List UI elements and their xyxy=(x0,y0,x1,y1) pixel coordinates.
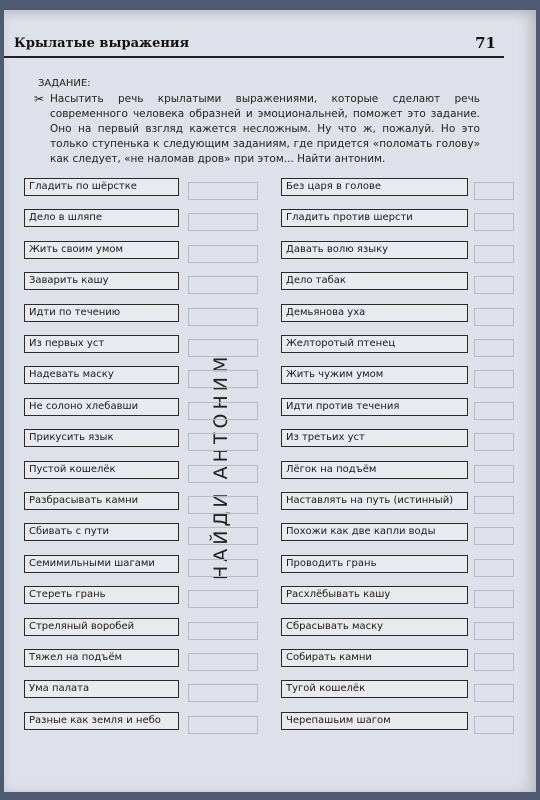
right-phrase-box: Тугой кошелёк xyxy=(281,680,468,698)
right-phrase-box: Давать волю языку xyxy=(281,241,468,259)
show-through-box xyxy=(188,465,258,483)
left-phrase-box: Прикусить язык xyxy=(24,429,179,447)
right-phrase-box: Дело табак xyxy=(281,272,468,290)
right-phrase-box: Черепашьим шагом xyxy=(281,712,468,730)
right-phrase-box: Наставлять на путь (истинный) xyxy=(281,492,468,510)
show-through-box xyxy=(474,559,514,577)
show-through-box xyxy=(474,496,514,514)
right-phrase-box: Жить чужим умом xyxy=(281,366,468,384)
show-through-box xyxy=(474,684,514,702)
show-through-box xyxy=(474,653,514,671)
book-page xyxy=(4,10,536,792)
show-through-box xyxy=(188,433,258,451)
show-through-box xyxy=(188,213,258,231)
show-through-box xyxy=(188,496,258,514)
show-through-box xyxy=(474,433,514,451)
right-phrase-box: Гладить против шерсти xyxy=(281,209,468,227)
show-through-box xyxy=(474,716,514,734)
show-through-box xyxy=(188,716,258,734)
left-phrase-box: Дело в шляпе xyxy=(24,209,179,227)
show-through-box xyxy=(188,370,258,388)
show-through-box xyxy=(188,590,258,608)
right-phrase-box: Лёгок на подъём xyxy=(281,461,468,479)
show-through-box xyxy=(474,276,514,294)
show-through-box xyxy=(188,559,258,577)
right-phrase-box: Без царя в голове xyxy=(281,178,468,196)
right-phrase-box: Демьянова уха xyxy=(281,304,468,322)
show-through-box xyxy=(474,213,514,231)
show-through-box xyxy=(474,402,514,420)
show-through-box xyxy=(474,622,514,640)
left-phrase-box: Гладить по шёрстке xyxy=(24,178,179,196)
right-phrase-box: Желторотый птенец xyxy=(281,335,468,353)
right-phrase-box: Сбрасывать маску xyxy=(281,618,468,636)
show-through-box xyxy=(474,182,514,200)
show-through-box xyxy=(188,276,258,294)
show-through-box xyxy=(188,339,258,357)
vertical-title: НАЙДИ АНТОНИМ xyxy=(210,352,232,580)
left-phrase-box: Идти по течению xyxy=(24,304,179,322)
show-through-box xyxy=(474,590,514,608)
page-header xyxy=(4,34,504,58)
right-phrase-box: Похожи как две капли воды xyxy=(281,523,468,541)
show-through-box xyxy=(474,245,514,263)
right-phrase-box: Из третьих уст xyxy=(281,429,468,447)
chapter-title: Крылатые выражения xyxy=(14,36,190,51)
show-through-box xyxy=(474,339,514,357)
left-phrase-box: Не солоно хлебавши xyxy=(24,398,179,416)
show-through-box xyxy=(474,308,514,326)
left-phrase-box: Надевать маску xyxy=(24,366,179,384)
show-through-box xyxy=(474,527,514,545)
scissors-icon: ✂ xyxy=(34,92,45,106)
left-phrase-box: Заварить кашу xyxy=(24,272,179,290)
show-through-box xyxy=(188,308,258,326)
right-phrase-box: Идти против течения xyxy=(281,398,468,416)
show-through-box xyxy=(188,622,258,640)
left-phrase-box: Пустой кошелёк xyxy=(24,461,179,479)
left-phrase-box: Семимильными шагами xyxy=(24,555,179,573)
show-through-box xyxy=(188,653,258,671)
left-phrase-box: Стреляный воробей xyxy=(24,618,179,636)
left-phrase-box: Ума палата xyxy=(24,680,179,698)
left-phrase-box: Жить своим умом xyxy=(24,241,179,259)
left-phrase-box: Разбрасывать камни xyxy=(24,492,179,510)
page-number: 71 xyxy=(475,34,496,52)
show-through-box xyxy=(188,182,258,200)
show-through-box xyxy=(474,370,514,388)
left-phrase-box: Сбивать с пути xyxy=(24,523,179,541)
left-phrase-box: Из первых уст xyxy=(24,335,179,353)
show-through-box xyxy=(188,245,258,263)
show-through-box xyxy=(188,527,258,545)
left-phrase-box: Тяжел на подъём xyxy=(24,649,179,667)
task-label: ЗАДАНИЕ: xyxy=(38,78,91,89)
show-through-box xyxy=(188,684,258,702)
right-phrase-box: Собирать камни xyxy=(281,649,468,667)
right-phrase-box: Расхлёбывать кашу xyxy=(281,586,468,604)
left-phrase-box: Стереть грань xyxy=(24,586,179,604)
show-through-box xyxy=(474,465,514,483)
show-through-box xyxy=(188,402,258,420)
left-phrase-box: Разные как земля и небо xyxy=(24,712,179,730)
right-phrase-box: Проводить грань xyxy=(281,555,468,573)
task-text: Насытить речь крылатыми выражениями, которые сделают речь современного человека образней и эмоциональней, поможет это задание. Оно на первый взгляд кажется несложным. Ну что ж, пожалуй. Но это только ступенька к следующим заданиям, где придется «поломать голову» как следует, «не наломав дров» при этом... Найти антоним. xyxy=(50,93,480,165)
